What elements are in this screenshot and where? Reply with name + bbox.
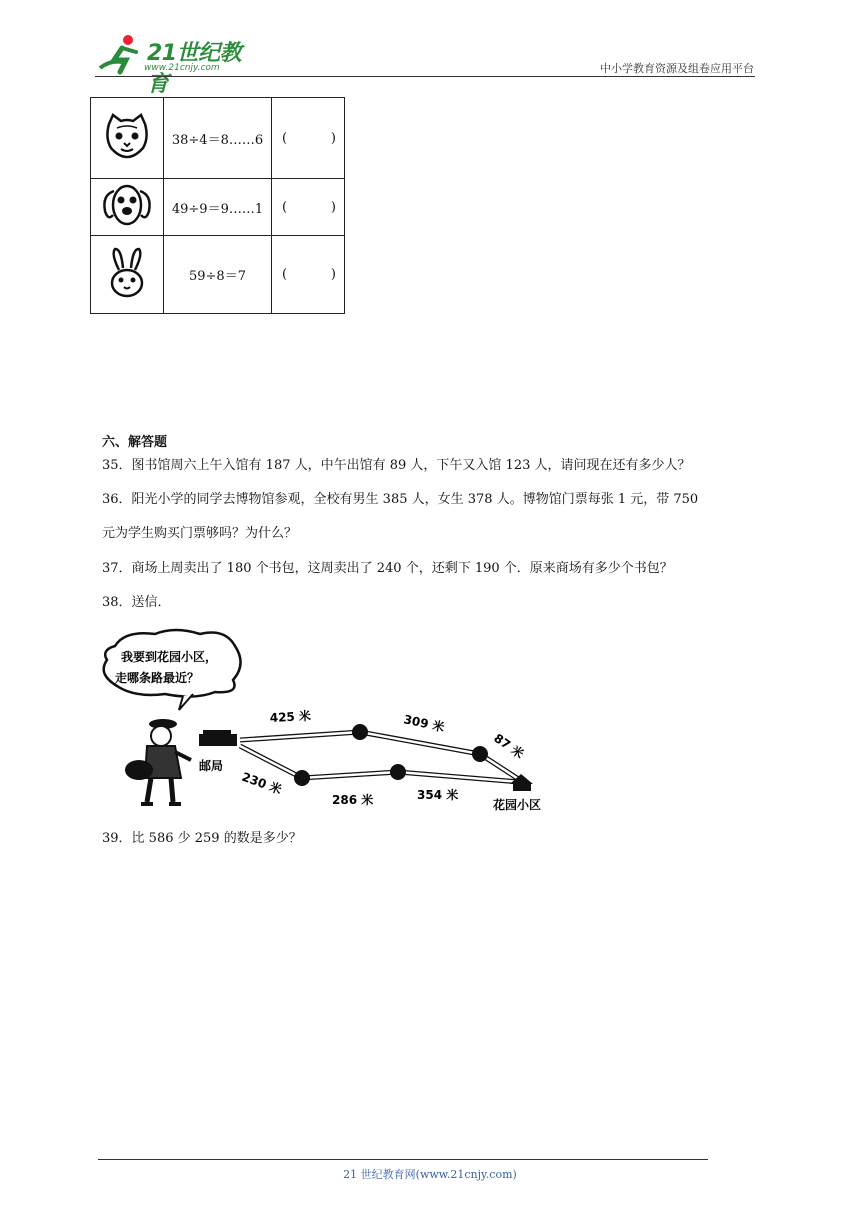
route-node: [390, 764, 406, 780]
bubble-line-2: 走哪条路最近？: [115, 671, 200, 685]
expression-cell: 38÷4＝8……6: [164, 98, 272, 179]
paren-open: (: [282, 267, 288, 282]
logo-url: www.21cnjy.com: [144, 63, 220, 73]
section-title: 六、解答题: [102, 435, 168, 450]
paren-close: ): [330, 130, 336, 146]
question-39: 39．比 586 少 259 的数是多少？: [102, 831, 302, 846]
answer-cell[interactable]: [272, 179, 345, 236]
animal-division-table: [90, 97, 345, 314]
expression-cell: 59÷8＝7: [164, 236, 272, 314]
paren-open: (: [282, 199, 288, 215]
rabbit-icon: [105, 246, 149, 300]
distance-label: 309 米: [402, 712, 446, 735]
question-35: 35．图书馆周六上午入馆有 187 人，中午出馆有 89 人，下午又入馆 123 人，请问现在还有多少人？: [102, 458, 691, 473]
table-row: [91, 236, 345, 314]
postman-figure: [125, 719, 191, 804]
distance-label: 230 米: [239, 769, 284, 797]
route-node: [352, 724, 368, 740]
question-38: 38．送信．: [102, 595, 171, 610]
distance-label: 425 米: [269, 708, 312, 725]
header-divider: [95, 76, 755, 77]
speech-bubble: [104, 630, 241, 710]
animal-cell: [91, 236, 164, 314]
dog-icon: [100, 181, 154, 229]
paren-open: (: [282, 130, 288, 146]
table-row: [91, 98, 345, 179]
question-36: 36．阳光小学的同学去博物馆参观，全校有男生 385 人，女生 378 人。博物馆门票每张 1 元，带 750: [102, 492, 699, 507]
paren-close: ): [330, 267, 336, 282]
answer-cell[interactable]: [272, 236, 345, 314]
answer-cell[interactable]: [272, 98, 345, 179]
route-node: [294, 770, 310, 786]
question-37: 37．商场上周卖出了 180 个书包，这周卖出了 240 个，还剩下 190 个．原来商场有多少个书包？: [102, 561, 673, 576]
cat-icon: [103, 112, 151, 160]
post-office-label: 邮局: [199, 759, 224, 773]
expression-cell: 49÷9＝9……1: [164, 179, 272, 236]
paren-close: ): [330, 199, 336, 215]
post-office-building: [199, 730, 237, 746]
animal-cell: [91, 179, 164, 236]
footer-text: 21 世纪教育网(www.21cnjy.com): [343, 1168, 517, 1181]
animal-cell: [91, 98, 164, 179]
distance-label: 354 米: [417, 788, 459, 802]
site-logo: [92, 30, 262, 97]
logo-title: 21世纪教育: [147, 41, 242, 97]
header-platform-text: 中小学教育资源及组卷应用平台: [600, 62, 754, 75]
question-36-continued: 元为学生购买门票够吗？为什么？: [102, 526, 298, 541]
footer-divider: [98, 1159, 708, 1160]
bubble-line-1: 我要到花园小区，: [121, 650, 218, 664]
distance-label: 87 米: [491, 730, 527, 762]
distance-label: 286 米: [332, 793, 374, 807]
runner-logo-icon: [92, 30, 148, 80]
table-row: [91, 179, 345, 236]
route-node: [472, 746, 488, 762]
route-map: [95, 626, 565, 818]
garden-community-label: 花园小区: [493, 798, 542, 812]
